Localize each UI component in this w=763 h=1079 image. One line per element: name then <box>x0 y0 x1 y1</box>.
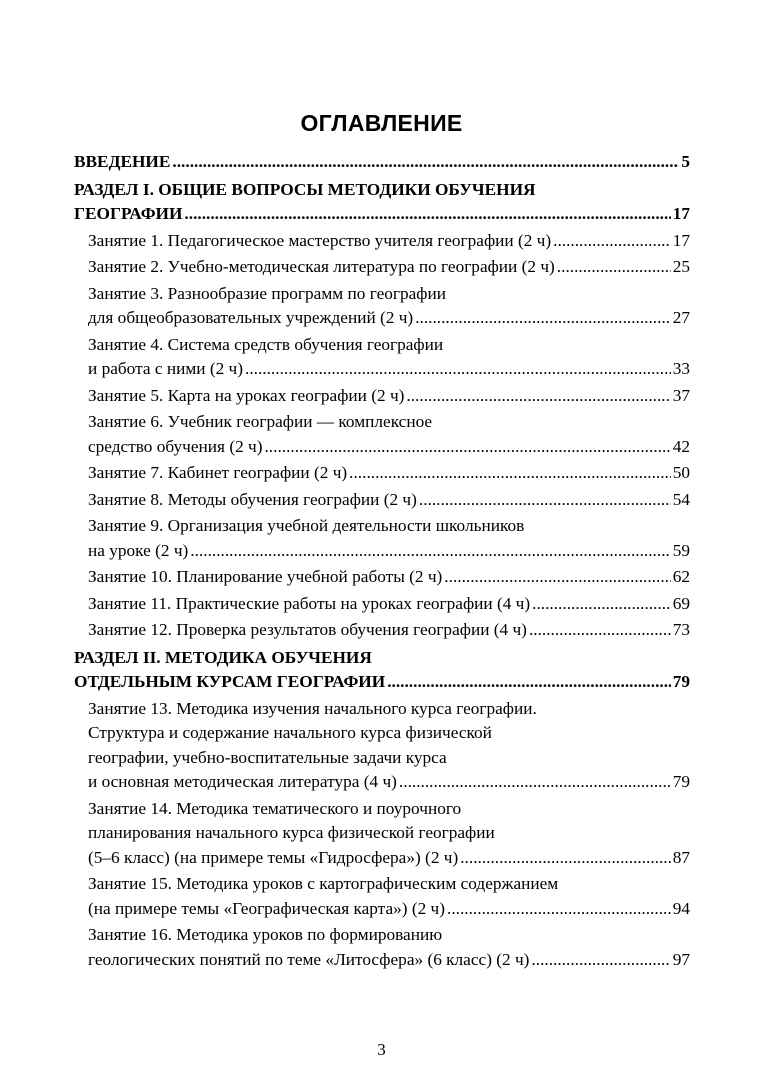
dot-leader <box>419 488 671 513</box>
dot-leader <box>444 565 670 590</box>
toc-entry-line: Занятие 8. Методы обучения географии (2 ч) <box>88 489 417 509</box>
toc-entry-line: и работа с ними (2 ч) <box>88 359 243 378</box>
toc-entry-line: Занятие 6. Учебник географии — комплексное <box>88 412 433 431</box>
dot-leader <box>447 897 671 922</box>
dot-leader <box>387 670 671 695</box>
toc-lesson-entry <box>74 461 690 486</box>
toc-page-number: 37 <box>672 385 690 405</box>
toc-entry-line: на уроке (2 ч) <box>88 540 189 560</box>
toc-page-number: 94 <box>672 898 690 918</box>
table-of-contents <box>74 150 690 972</box>
dot-leader <box>184 202 670 227</box>
toc-entry-line: (5–6 класс) (на примере темы «Гидросфера») (2 ч) <box>88 847 459 867</box>
toc-entry-line: географии, учебно-воспитательные задачи курса <box>88 747 447 767</box>
toc-entry-line: и основная методическая литература (4 ч) <box>88 772 397 791</box>
toc-entry-line: Занятие 14. Методика тематического и поурочного <box>88 798 462 818</box>
toc-page-number: 79 <box>672 772 690 791</box>
toc-lesson-entry <box>74 872 690 921</box>
toc-section-entry <box>74 178 690 227</box>
toc-page-number: 73 <box>672 620 690 639</box>
dot-leader <box>460 846 670 871</box>
toc-lesson-entry <box>74 488 690 513</box>
dot-leader <box>529 618 671 643</box>
toc-entry-line: РАЗДЕЛ I. ОБЩИЕ ВОПРОСЫ МЕТОДИКИ ОБУЧЕНИЯ <box>74 179 536 199</box>
toc-page-number: 97 <box>672 949 690 969</box>
toc-lesson-entry <box>74 410 690 459</box>
toc-page-number: 69 <box>672 593 690 613</box>
dot-leader <box>264 435 670 460</box>
toc-entry-line: Занятие 7. Кабинет географии (2 ч) <box>88 463 348 482</box>
toc-section-entry <box>74 646 690 695</box>
toc-page-number: 79 <box>672 672 690 691</box>
toc-entry-line: Занятие 5. Карта на уроках географии (2 ч) <box>88 385 405 405</box>
toc-entry-line: Занятие 12. Проверка результатов обучения географии (4 ч) <box>88 620 527 639</box>
toc-lesson-entry <box>74 565 690 590</box>
toc-lesson-entry <box>74 923 690 972</box>
toc-page-number: 25 <box>672 257 690 276</box>
toc-lesson-entry <box>74 282 690 331</box>
toc-entry-line: Занятие 4. Система средств обучения географии <box>88 334 444 354</box>
dot-leader <box>553 229 671 254</box>
toc-lesson-entry <box>74 384 690 409</box>
toc-lesson-entry <box>74 333 690 382</box>
dot-leader <box>399 770 671 795</box>
toc-entry-line: Занятие 13. Методика изучения начального курса географии. <box>88 698 537 718</box>
toc-page-number: 62 <box>672 567 690 586</box>
toc-page-number: 42 <box>672 436 690 456</box>
toc-lesson-entry <box>74 255 690 280</box>
toc-page-number: 50 <box>672 463 690 482</box>
toc-entry-line: Занятие 2. Учебно-методическая литература по географии (2 ч) <box>88 257 555 276</box>
toc-title: ОГЛАВЛЕНИЕ <box>300 110 463 136</box>
dot-leader <box>415 306 671 331</box>
toc-entry-line: геологических понятий по теме «Литосфера» (6 класс) (2 ч) <box>88 949 530 969</box>
toc-entry-line: для общеобразовательных учреждений (2 ч) <box>88 308 414 327</box>
toc-entry-line: средство обучения (2 ч) <box>88 436 263 456</box>
toc-lesson-entry <box>74 229 690 254</box>
toc-entry-line: ГЕОГРАФИИ <box>74 204 183 223</box>
toc-lesson-entry <box>74 514 690 563</box>
toc-lesson-entry <box>74 797 690 871</box>
toc-page-number: 54 <box>672 489 690 509</box>
toc-entry-line: Структура и содержание начального курса физической <box>88 723 492 742</box>
toc-lesson-entry <box>74 697 690 795</box>
toc-page-number: 87 <box>672 847 690 867</box>
toc-entry-line: планирования начального курса физической географии <box>88 823 495 842</box>
dot-leader <box>531 948 670 973</box>
toc-entry-line: РАЗДЕЛ II. МЕТОДИКА ОБУЧЕНИЯ <box>74 647 372 667</box>
toc-lesson-entry <box>74 618 690 643</box>
toc-entry-line: Занятие 3. Разнообразие программ по географии <box>88 283 446 303</box>
toc-page-number: 17 <box>672 230 690 250</box>
toc-lesson-entry <box>74 592 690 617</box>
toc-page-number: 17 <box>672 204 690 223</box>
dot-leader <box>349 461 671 486</box>
toc-entry-line: (на примере темы «Географическая карта») (2 ч) <box>88 898 445 918</box>
toc-entry-line: Занятие 9. Организация учебной деятельности школьников <box>88 516 525 535</box>
dot-leader <box>190 539 670 564</box>
toc-page-number: 5 <box>681 152 690 171</box>
dot-leader <box>532 592 671 617</box>
toc-entry-line: ОТДЕЛЬНЫМ КУРСАМ ГЕОГРАФИИ <box>74 672 386 691</box>
toc-page-number: 59 <box>672 540 690 560</box>
toc-page-number: 33 <box>672 359 690 378</box>
page-number: 3 <box>377 1040 386 1059</box>
toc-entry-line: Занятие 15. Методика уроков с картографическим содержанием <box>88 874 559 893</box>
dot-leader <box>245 357 671 382</box>
toc-section-entry <box>74 150 690 175</box>
dot-leader <box>557 255 671 280</box>
toc-entry-line: Занятие 10. Планирование учебной работы (2 ч) <box>88 567 443 586</box>
dot-leader <box>406 384 670 409</box>
toc-entry-line: Занятие 11. Практические работы на уроках географии (4 ч) <box>88 593 531 613</box>
toc-entry-line: ВВЕДЕНИЕ <box>74 152 171 171</box>
dot-leader <box>172 150 679 175</box>
toc-entry-line: Занятие 1. Педагогическое мастерство учителя географии (2 ч) <box>88 230 552 250</box>
toc-entry-line: Занятие 16. Методика уроков по формированию <box>88 925 443 944</box>
toc-page-number: 27 <box>672 308 690 327</box>
